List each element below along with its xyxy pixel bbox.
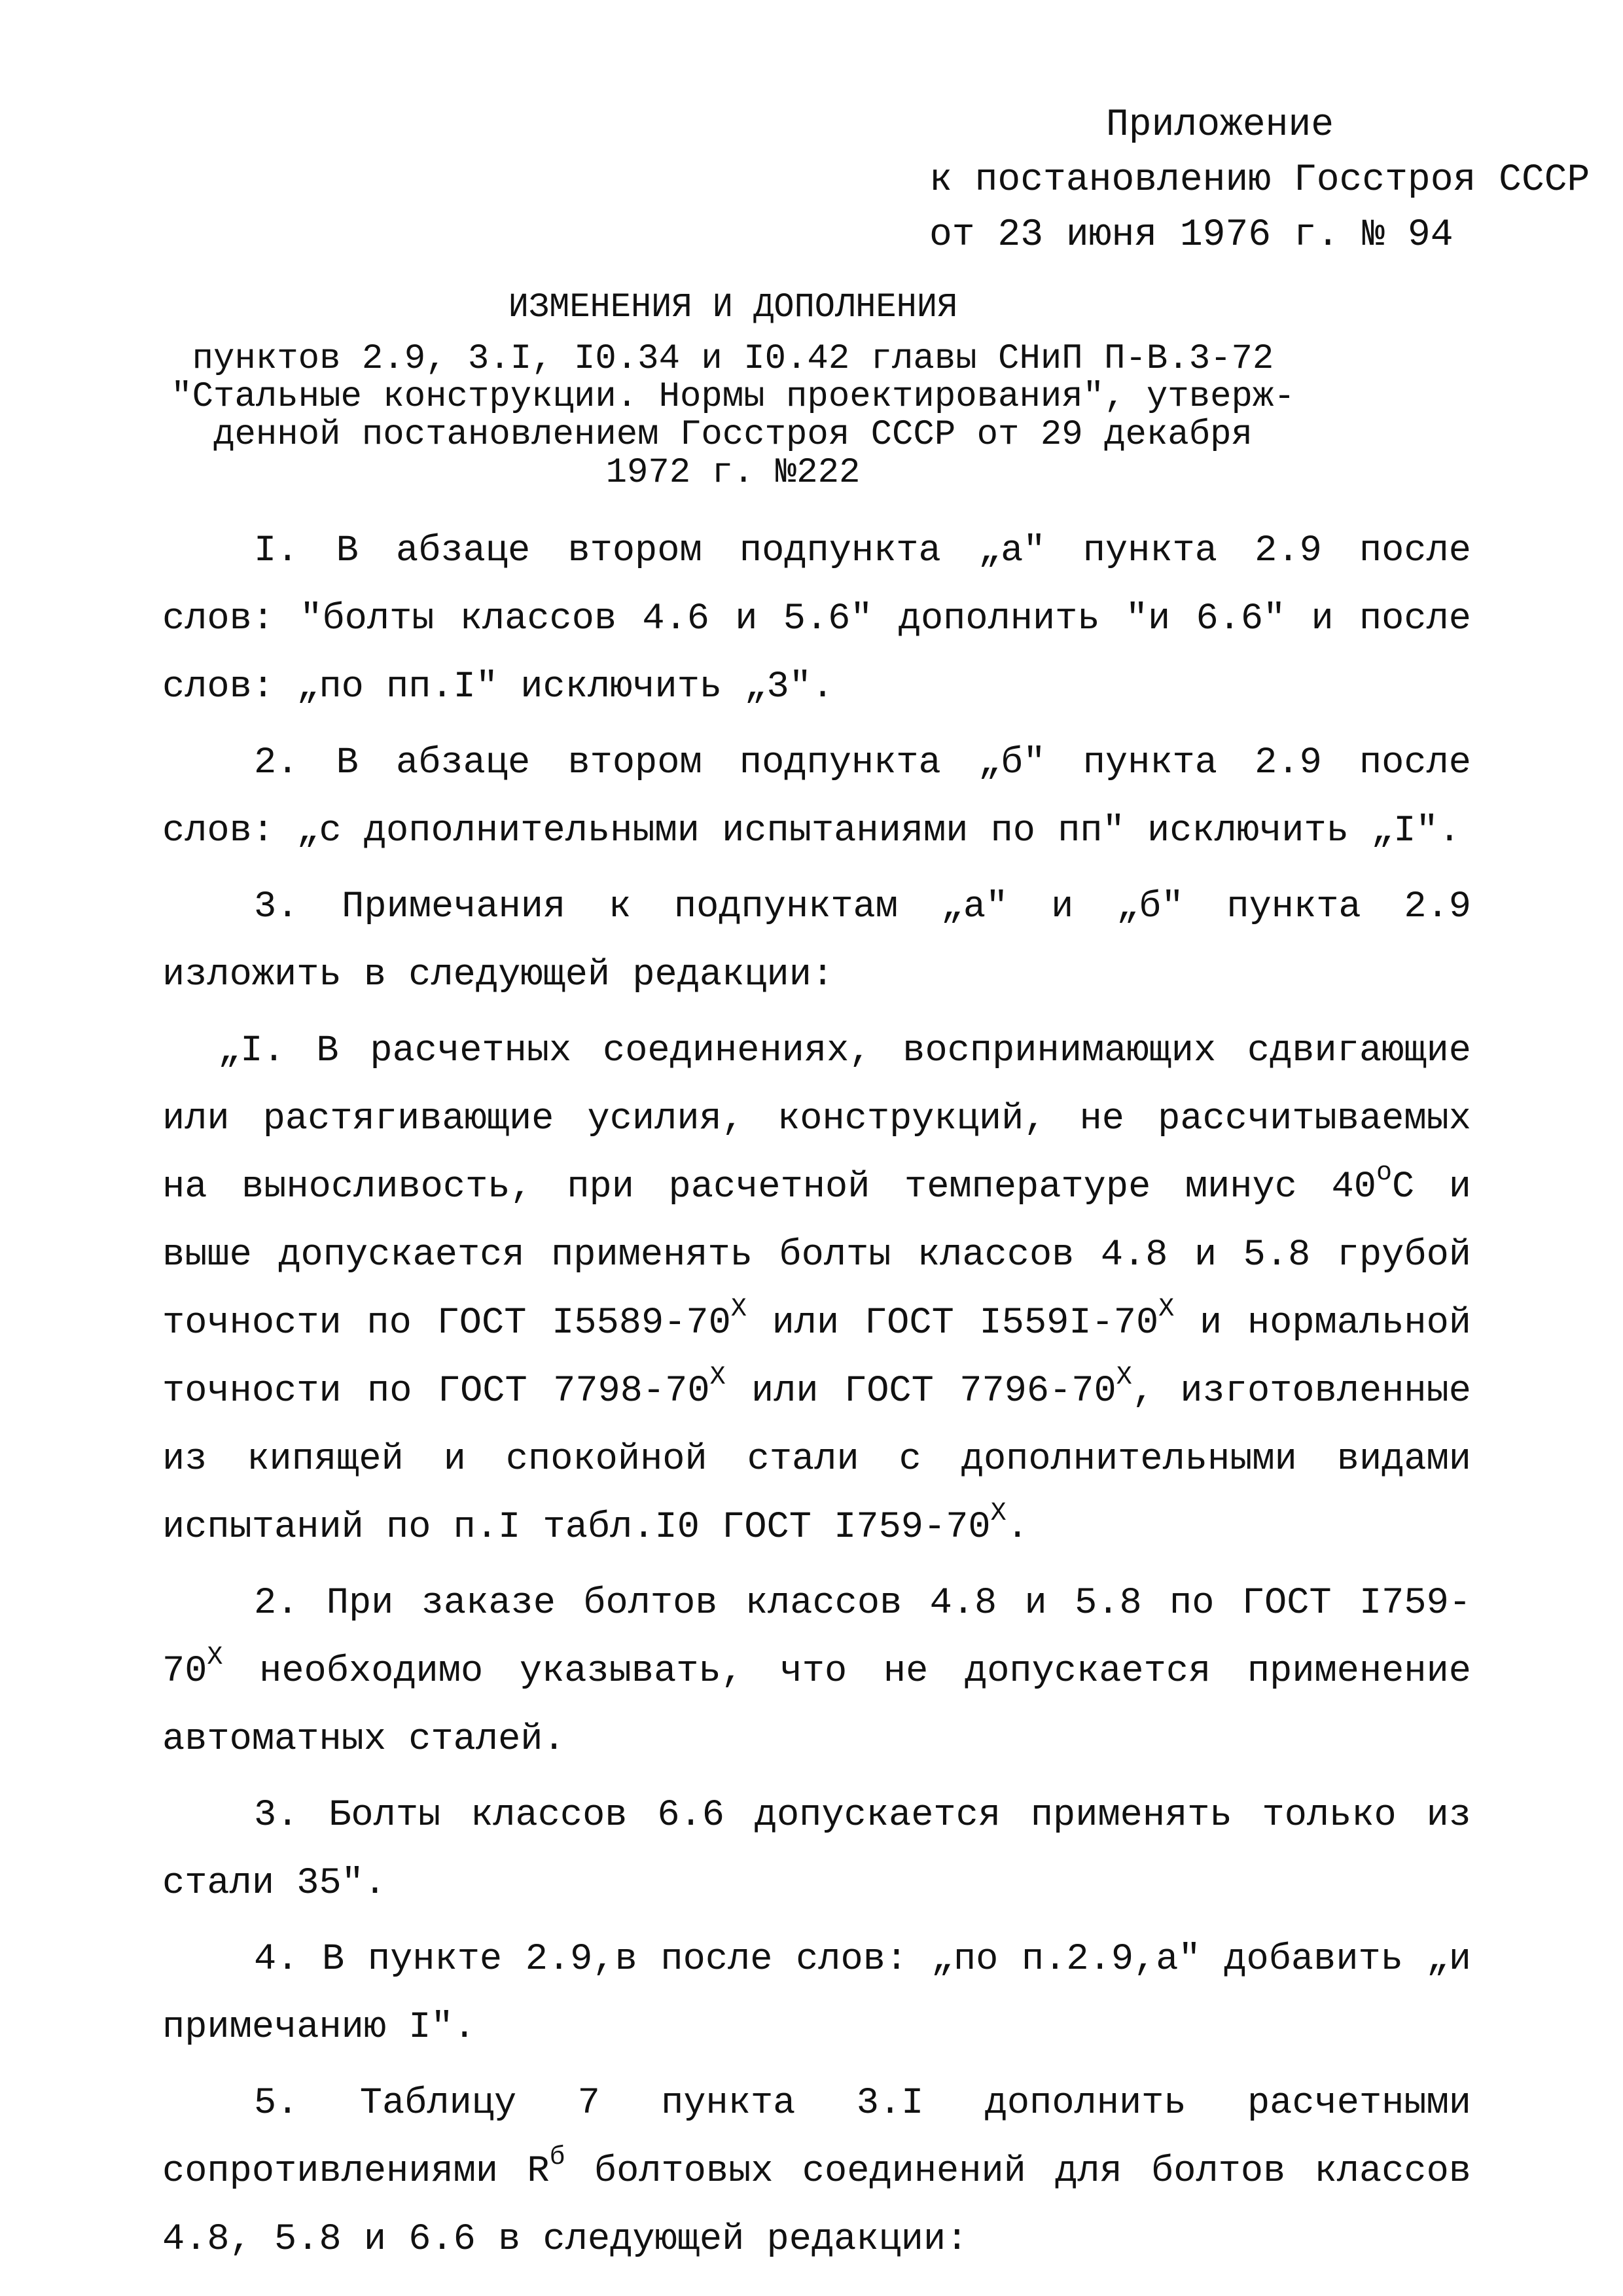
appendix-line-3: от 23 июня 1976 г. № 94 bbox=[929, 214, 1454, 257]
note-2-text-a: 2. При заказе болтов классов 4.8 и 5.8 по ГОСТ I759-70 bbox=[162, 1583, 1471, 1693]
paragraph-2: 2. В абзаце втором подпункта „б" пункта 2.9 после слов: „с дополнительными испытаниями по пп" исключить „I". bbox=[162, 742, 1471, 852]
subtitle-line-3: денной постановлением Госстроя СССР от 29 декабря bbox=[213, 415, 1253, 455]
note-1-text-e: или ГОСТ 7796-70 bbox=[725, 1371, 1116, 1412]
note-1-text-f: , изготовленные из кипящей и спокойной стали с дополнительными видами испытаний по п.I табл.I0 ГОСТ I759-70 bbox=[162, 1371, 1472, 1549]
note-3: 3. Болты классов 6.6 допускается применять только из стали 35". bbox=[162, 1795, 1471, 1905]
paragraph-4: 4. В пункте 2.9,в после слов: „по п.2.9,а" добавить „и примечанию I". bbox=[162, 1939, 1471, 2049]
sup-x-1: X bbox=[730, 1295, 747, 1324]
paragraph-5-text-a: 5. Таблицу 7 пункта 3.I дополнить расчетными сопротивлениями R bbox=[162, 2083, 1471, 2193]
paragraph-1: I. В абзаце втором подпункта „а" пункта 2.9 после слов: "болты классов 4.6 и 5.6" дополнить "и 6.6" и после слов: „по пп.I" исключить „3". bbox=[162, 530, 1471, 708]
note-1-text-d: и нормальной точности по ГОСТ 7798-70 bbox=[162, 1302, 1472, 1412]
sup-x-6: X bbox=[207, 1643, 223, 1672]
subtitle-line-4: 1972 г. №222 bbox=[605, 453, 861, 493]
appendix-header bbox=[929, 98, 1590, 263]
document-title: ИЗМЕНЕНИЯ И ДОПОЛНЕНИЯ bbox=[508, 288, 958, 327]
sup-b: б bbox=[549, 2143, 565, 2172]
note-1 bbox=[162, 1017, 1471, 1562]
appendix-line-2: к постановлению Госстроя СССР bbox=[929, 159, 1590, 202]
paragraph-5-text-b: болтовых соединений для болтов классов 4.8, 5.8 и 6.6 в следующей редакции: bbox=[162, 2151, 1471, 2261]
subtitle-line-1: пунктов 2.9, 3.I, I0.34 и I0.42 главы СНиП П-В.3-72 bbox=[192, 339, 1274, 379]
paragraph-3: 3. Примечания к подпунктам „а" и „б" пункта 2.9 изложить в следующей редакции: bbox=[162, 886, 1471, 996]
note-1-text-a: „I. В расчетных соединениях, воспринимающих сдвигающие или растягивающие усилия, конструкций, не рассчитываемых на выносливость, при расчетной температуре минус 40 bbox=[162, 1030, 1471, 1208]
note-2-text-b: необходимо указывать, что не допускается применение автоматных сталей. bbox=[162, 1651, 1471, 1761]
note-1-text-b: C и выше допускается применять болты классов 4.8 и 5.8 грубой точности по ГОСТ I5589-70 bbox=[162, 1166, 1471, 1344]
note-2 bbox=[162, 1570, 1471, 1774]
sup-x-3: X bbox=[709, 1363, 726, 1392]
note-1-text-g: . bbox=[1006, 1507, 1029, 1549]
note-1-text-c: или ГОСТ I559I-70 bbox=[746, 1302, 1159, 1344]
sup-x-2: X bbox=[1158, 1295, 1175, 1324]
sup-x-5: X bbox=[990, 1499, 1007, 1528]
degree-sup: o bbox=[1376, 1158, 1392, 1188]
sup-x-4: X bbox=[1116, 1363, 1132, 1392]
document-subtitle bbox=[0, 340, 1544, 492]
paragraph-5 bbox=[162, 2070, 1471, 2274]
subtitle-line-2: "Стальные конструкции. Нормы проектирования", утверж- bbox=[171, 377, 1295, 417]
appendix-line-1: Приложение bbox=[1106, 104, 1334, 147]
document-body bbox=[162, 517, 1471, 2282]
